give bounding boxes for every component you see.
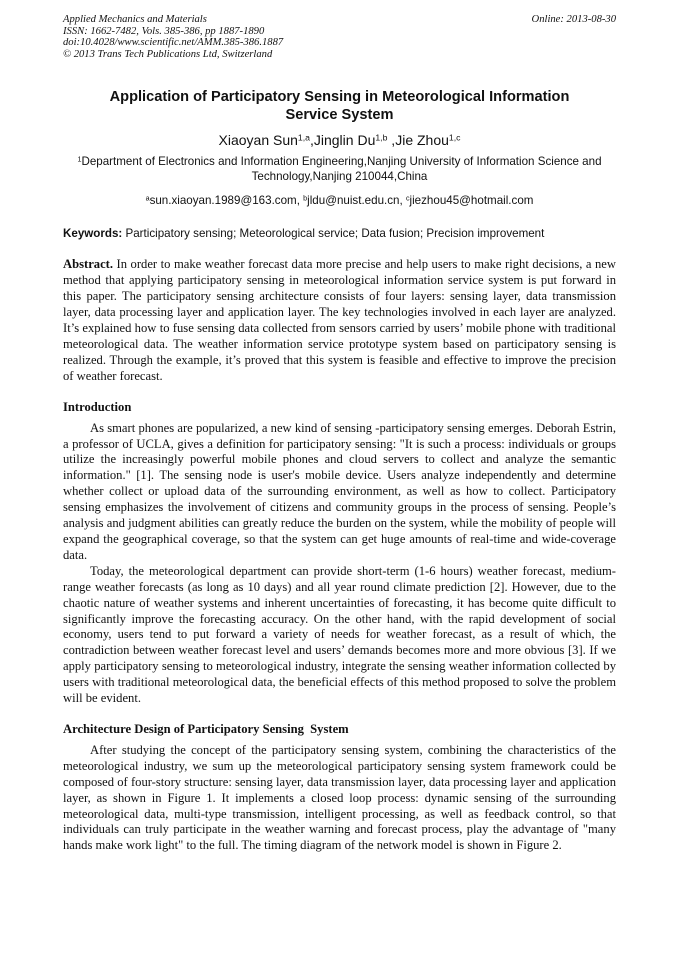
email-superscript: a: [145, 193, 150, 203]
abstract: [63, 257, 616, 384]
online-date: Online: 2013-08-30: [531, 14, 616, 25]
keywords: [63, 226, 616, 241]
affiliation: [63, 154, 616, 184]
body-paragraph: After studying the concept of the participatory sensing system, combining the characteristics of the meteorological industry, we sum up the meteorological participatory sensing system framework could be composed of four-story structure: sensing layer, data transmission layer, data processing layer and application layer, as shown in Figure 1. It implements a closed loop process: dynamic sensing of the surrounding meteorological data, multi-type transmission, intelligent processing, as well as feedback control, so that individuals can truly participate in the weather warning and forecast process, play the advantage of "many hands make work light" to the full. The timing diagram of the network model is shown in Figure 2.: [63, 742, 616, 853]
body-paragraph: As smart phones are popularized, a new kind of sensing -participatory sensing emerges. Deborah Estrin, a professor of UCLA, gives a definition for participatory sensing: "It is such a process: individuals or groups utilize the increasingly powerful mobile phones and cloud servers to collect and analyze the semantic information." [1]. The sensing node is user's mobile device. Users analyze independently and determine whether collect or upload data of the surrounding environment, as well as how to collect. Participatory sensing emphasizes the involvement of citizens and community groups in the process of sensing. People’s analysis and judgment abilities can greatly reduce the burden on the system, while the mobility of people will expand the geographical coverage, so that the system can get huge amounts of real-time and wide-coverage data.: [63, 420, 616, 562]
section-introduction: [63, 399, 616, 707]
email-superscript: c: [405, 193, 410, 203]
email-separator: ,: [296, 194, 304, 208]
author-name: Xiaoyan Sun: [218, 132, 298, 149]
keywords-label: Keywords:: [63, 227, 123, 241]
affiliation-superscript: 1: [77, 154, 82, 164]
keywords-text: Participatory sensing; Meteorological service; Data fusion; Precision improvement: [122, 227, 545, 241]
email-superscript: b: [303, 193, 308, 203]
abstract-label: Abstract.: [63, 257, 114, 272]
section-architecture: [63, 721, 616, 854]
journal-header: [63, 14, 616, 60]
author-name: Jie Zhou: [395, 132, 449, 149]
author-superscript: 1,b: [375, 133, 388, 144]
author-superscript: 1,c: [448, 133, 461, 144]
email-list: [63, 193, 616, 208]
body-paragraph: Today, the meteorological department can provide short-term (1-6 hours) weather forecast, medium-range weather forecasts (as long as 10 days) and all year round climate prediction [2]. However, due to the chaotic nature of weather systems and inherent uncertainties of forecasting, it has become quite difficult to significantly improve the forecasting accuracy. On the other hand, with the rapid development of social economy, users tend to put forward a variety of needs for weather forecast, as a result of which, the contradiction between weather forecast level and users’ demands becomes more and more obvious [3]. If we apply participatory sensing to meteorological industry, integrate the sensing weather information collected by users with traditional meteorological data, the beneficial effects of this method proposed to solve the problem will be evident.: [63, 563, 616, 706]
email-address: sun.xiaoyan.1989@163.com: [149, 194, 297, 208]
section-heading: Introduction: [63, 399, 132, 414]
author-separator: ,: [387, 132, 396, 149]
author-superscript: 1,a: [297, 133, 310, 144]
email-address: jiezhou45@hotmail.com: [409, 194, 534, 208]
journal-copyright: © 2013 Trans Tech Publications Ltd, Switzerland: [63, 48, 273, 60]
author-separator: ,: [309, 132, 314, 149]
journal-name: Applied Mechanics and Materials: [63, 14, 207, 25]
email-separator: ,: [399, 194, 406, 208]
journal-doi: doi:10.4028/www.scientific.net/AMM.385-386.1887: [63, 37, 284, 49]
journal-issn: ISSN: 1662-7482, Vols. 385-386, pp 1887-1890: [63, 25, 265, 37]
affiliation-text: Department of Electronics and Information Engineering,Nanjing University of Information Science and Technology,Nanjing 210044,China: [81, 155, 602, 184]
section-heading: Architecture Design of Participatory Sensing System: [63, 721, 349, 736]
author-name: Jinglin Du: [313, 132, 376, 149]
email-address: jldu@nuist.edu.cn: [307, 194, 400, 208]
paper-title: Application of Participatory Sensing in Meteorological Information Service System: [109, 89, 570, 124]
author-list: [63, 131, 616, 149]
abstract-text: In order to make weather forecast data more precise and help users to make right decisions, a new method that applying participatory sensing in meteorological information service system is put forward in this paper. The participatory sensing architecture consists of four layers: sensing layer, data transmission layer, data processing layer and application layer. The key technologies involved in each layer are analyzed. It’s explained how to fuse sensing data collected from sensors carried by users’ mobile phone with traditional meteorological data. The weather information service prototype system based on participatory sensing is realized. Through the example, it’s proved that this system is feasible and effective to improve the precision of weather forecast.: [63, 257, 616, 383]
